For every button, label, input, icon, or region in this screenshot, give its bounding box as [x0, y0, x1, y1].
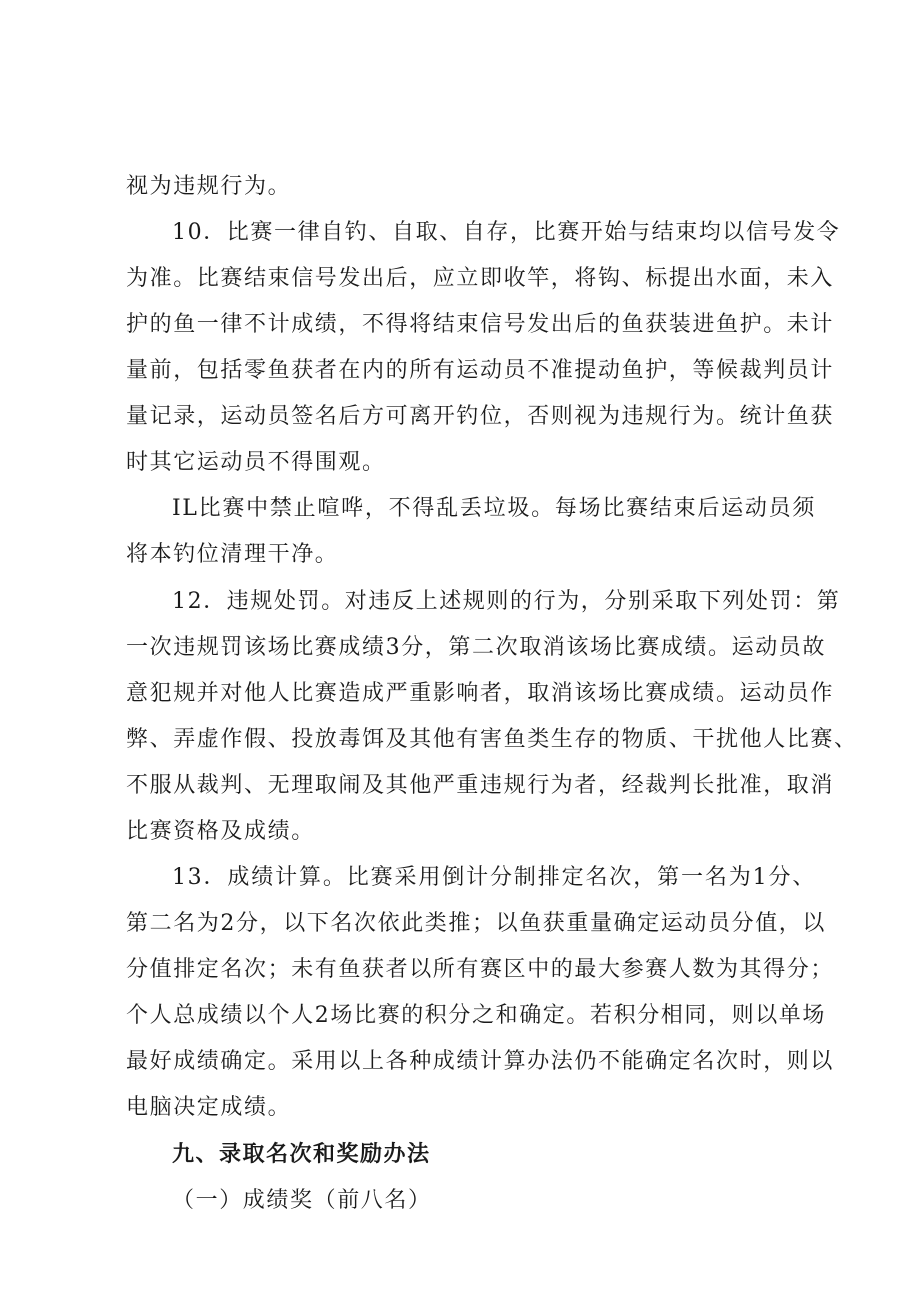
- paragraph-line: 量记录，运动员签名后方可离开钓位，否则视为违规行为。统计鱼获: [126, 404, 835, 429]
- paragraph-line: 不服从裁判、无理取闹及其他严重违规行为者，经裁判长批准，取消: [126, 773, 835, 798]
- paragraph-line: 第二名为2分，以下名次依此类推；以鱼获重量确定运动员分值，以: [126, 911, 826, 936]
- paragraph-line: 视为违规行为。: [126, 174, 292, 199]
- paragraph-line: IL比赛中禁止喧哗，不得乱丢垃圾。每场比赛结束后运动员须: [172, 496, 816, 521]
- paragraph-line: 电脑决定成绩。: [126, 1095, 292, 1120]
- paragraph-line: 分值排定名次；未有鱼获者以所有赛区中的最大参赛人数为其得分；: [126, 957, 835, 982]
- paragraph-line: 护的鱼一律不计成绩，不得将结束信号发出后的鱼获装进鱼护。未计: [126, 312, 835, 337]
- paragraph-line: 为准。比赛结束信号发出后，应立即收竿，将钩、标提出水面，未入: [126, 266, 835, 291]
- paragraph-line: 个人总成绩以个人2场比赛的积分之和确定。若积分相同，则以单场: [126, 1003, 826, 1028]
- paragraph-line: 一次违规罚该场比赛成绩3分，第二次取消该场比赛成绩。运动员故: [126, 635, 826, 660]
- subsection-heading: （一）成绩奖（前八名）: [172, 1188, 432, 1213]
- paragraph-line: 弊、弄虚作假、投放毒饵及其他有害鱼类生存的物质、干扰他人比赛、: [126, 727, 858, 752]
- paragraph-line: 意犯规并对他人比赛造成严重影响者，取消该场比赛成绩。运动员作: [126, 681, 835, 706]
- paragraph-line: 比赛资格及成绩。: [126, 819, 315, 844]
- paragraph-line: 13．成绩计算。比赛采用倒计分制排定名次，第一名为1分、: [172, 865, 816, 890]
- section-heading: 九、录取名次和奖励办法: [172, 1142, 431, 1167]
- paragraph-line: 将本钓位清理干净。: [126, 542, 339, 567]
- paragraph-line: 12．违规处罚。对违反上述规则的行为，分别采取下列处罚：第: [172, 589, 841, 614]
- paragraph-line: 量前，包括零鱼获者在内的所有运动员不准提动鱼护，等候裁判员计: [126, 358, 835, 383]
- paragraph-line: 最好成绩确定。采用以上各种成绩计算办法仍不能确定名次时，则以: [126, 1049, 835, 1074]
- paragraph-line: 时其它运动员不得围观。: [126, 450, 386, 475]
- paragraph-line: 10．比赛一律自钓、自取、自存，比赛开始与结束均以信号发令: [172, 220, 841, 245]
